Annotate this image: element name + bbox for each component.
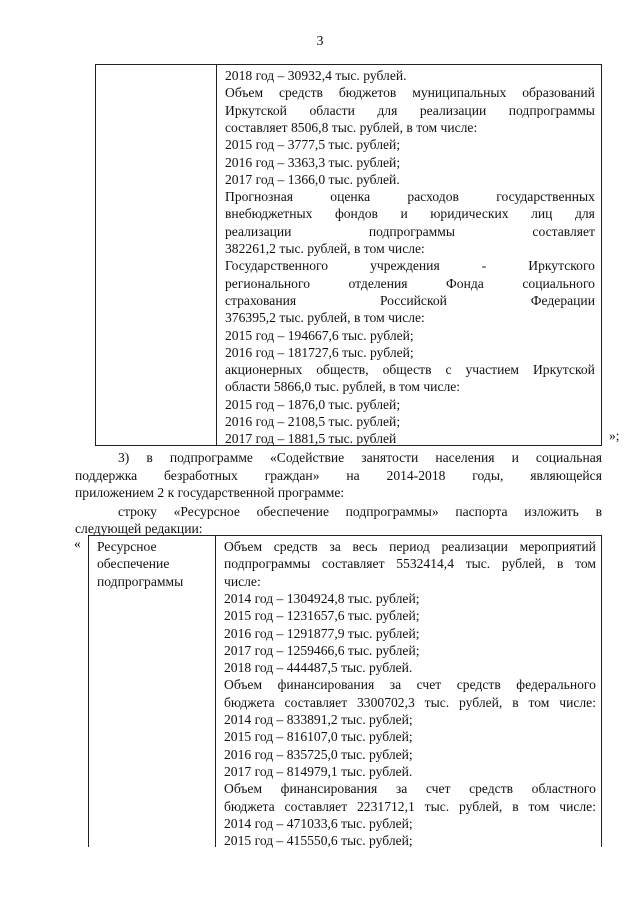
table-text-line: подпрограммы составляет 5532414,4 тыс. рублей, в том	[224, 556, 596, 572]
table-text-line: 2017 год – 1259466,6 тыс. рублей;	[224, 642, 420, 658]
paragraph-line: 3) в подпрограмме «Содействие занятости населения и социальная	[118, 450, 602, 465]
table-text-line: регионального отделения Фонда социального	[225, 275, 595, 291]
table-top-border	[96, 64, 601, 65]
table-text-line: 2016 год – 1291877,9 тыс. рублей;	[224, 625, 420, 641]
table-text-line: 2015 год – 1876,0 тыс. рублей;	[225, 396, 401, 412]
table-text-line: 2016 год – 3363,3 тыс. рублей;	[225, 154, 401, 170]
table-text-line: Иркутской области для реализации подпрограммы	[225, 102, 595, 118]
table-text-line: 2015 год – 194667,6 тыс. рублей;	[225, 327, 414, 343]
table-text-line: области 5866,0 тыс. рублей, в том числе:	[225, 379, 461, 395]
paragraph-line: поддержка безработных граждан» на 2014-2018 годы, являющейся	[75, 468, 602, 483]
table-text-line: Объем финансирования за счет средств федерального	[224, 677, 596, 693]
table-text-line: 376395,2 тыс. рублей, в том числе:	[225, 310, 425, 326]
table-label-line: Ресурсное	[97, 539, 157, 554]
table-text-line: числе:	[224, 573, 261, 589]
table-text-line: Объем финансирования за счет средств областного	[224, 781, 596, 797]
paragraph-line: приложением 2 к государственной программе:	[75, 485, 345, 500]
resource-table	[88, 535, 602, 847]
table-label-line: подпрограммы	[97, 573, 184, 589]
table-text-line: 2015 год – 415550,6 тыс. рублей;	[224, 833, 413, 849]
table-text-line: Объем средств бюджетов муниципальных образований	[225, 85, 595, 101]
table-text-line: 2015 год – 816107,0 тыс. рублей;	[224, 729, 413, 745]
table-label-line: обеспечение	[97, 556, 170, 572]
table-text-line: акционерных обществ, обществ с участием Иркутской	[225, 362, 595, 378]
table-text-line: 2014 год – 471033,6 тыс. рублей;	[224, 815, 413, 831]
table-text-line: 2017 год – 1881,5 тыс. рублей	[225, 431, 397, 447]
table-text-line: Объем средств за весь период реализации мероприятий	[224, 539, 596, 554]
table-text-line: составляет 8506,8 тыс. рублей, в том числе:	[225, 119, 478, 135]
table-text-line: страхования Российской Федерации	[225, 292, 595, 308]
table-text-line: 2014 год – 833891,2 тыс. рублей;	[224, 712, 413, 727]
table-text-line: 2014 год – 1304924,8 тыс. рублей;	[224, 590, 420, 606]
table-text-line: 2015 год – 1231657,6 тыс. рублей;	[224, 608, 420, 624]
table-text-line: внебюджетных фондов и юридических лиц для	[225, 206, 595, 222]
table-text-line: 2016 год – 2108,5 тыс. рублей;	[225, 414, 401, 429]
page-number: 3	[316, 34, 324, 49]
table-text-line: 2015 год – 3777,5 тыс. рублей;	[225, 137, 401, 153]
paragraph-line: строку «Ресурсное обеспечение подпрограммы» паспорта изложить в	[118, 504, 602, 519]
paragraph-line: следующей редакции:	[75, 521, 203, 536]
table-text-line: 2016 год – 181727,6 тыс. рублей;	[225, 344, 414, 360]
table-column-divider	[215, 536, 216, 847]
resource-table-continuation	[95, 64, 602, 446]
table-text-line: 2016 год – 835725,0 тыс. рублей;	[224, 746, 413, 762]
table-text-line: 2017 год – 1366,0 тыс. рублей.	[225, 171, 400, 187]
closing-quote: »;	[609, 428, 620, 443]
table-text-line: 382261,2 тыс. рублей, в том числе:	[225, 241, 425, 256]
table-text-line: реализации подпрограммы составляет	[225, 223, 595, 239]
table-text-line: 2018 год – 30932,4 тыс. рублей.	[225, 68, 407, 83]
table-text-line: Прогнозная оценка расходов государственных	[225, 189, 595, 205]
opening-quote: «	[74, 536, 81, 551]
table-column-divider	[216, 64, 217, 445]
table-text-line: бюджета составляет 3300702,3 тыс. рублей, в том числе:	[224, 694, 596, 710]
table-text-line: Государственного учреждения - Иркутского	[225, 258, 595, 274]
table-text-line: 2017 год – 814979,1 тыс. рублей.	[224, 763, 413, 779]
table-text-line: бюджета составляет 2231712,1 тыс. рублей, в том числе:	[224, 798, 596, 814]
table-text-line: 2018 год – 444487,5 тыс. рублей.	[224, 660, 413, 676]
